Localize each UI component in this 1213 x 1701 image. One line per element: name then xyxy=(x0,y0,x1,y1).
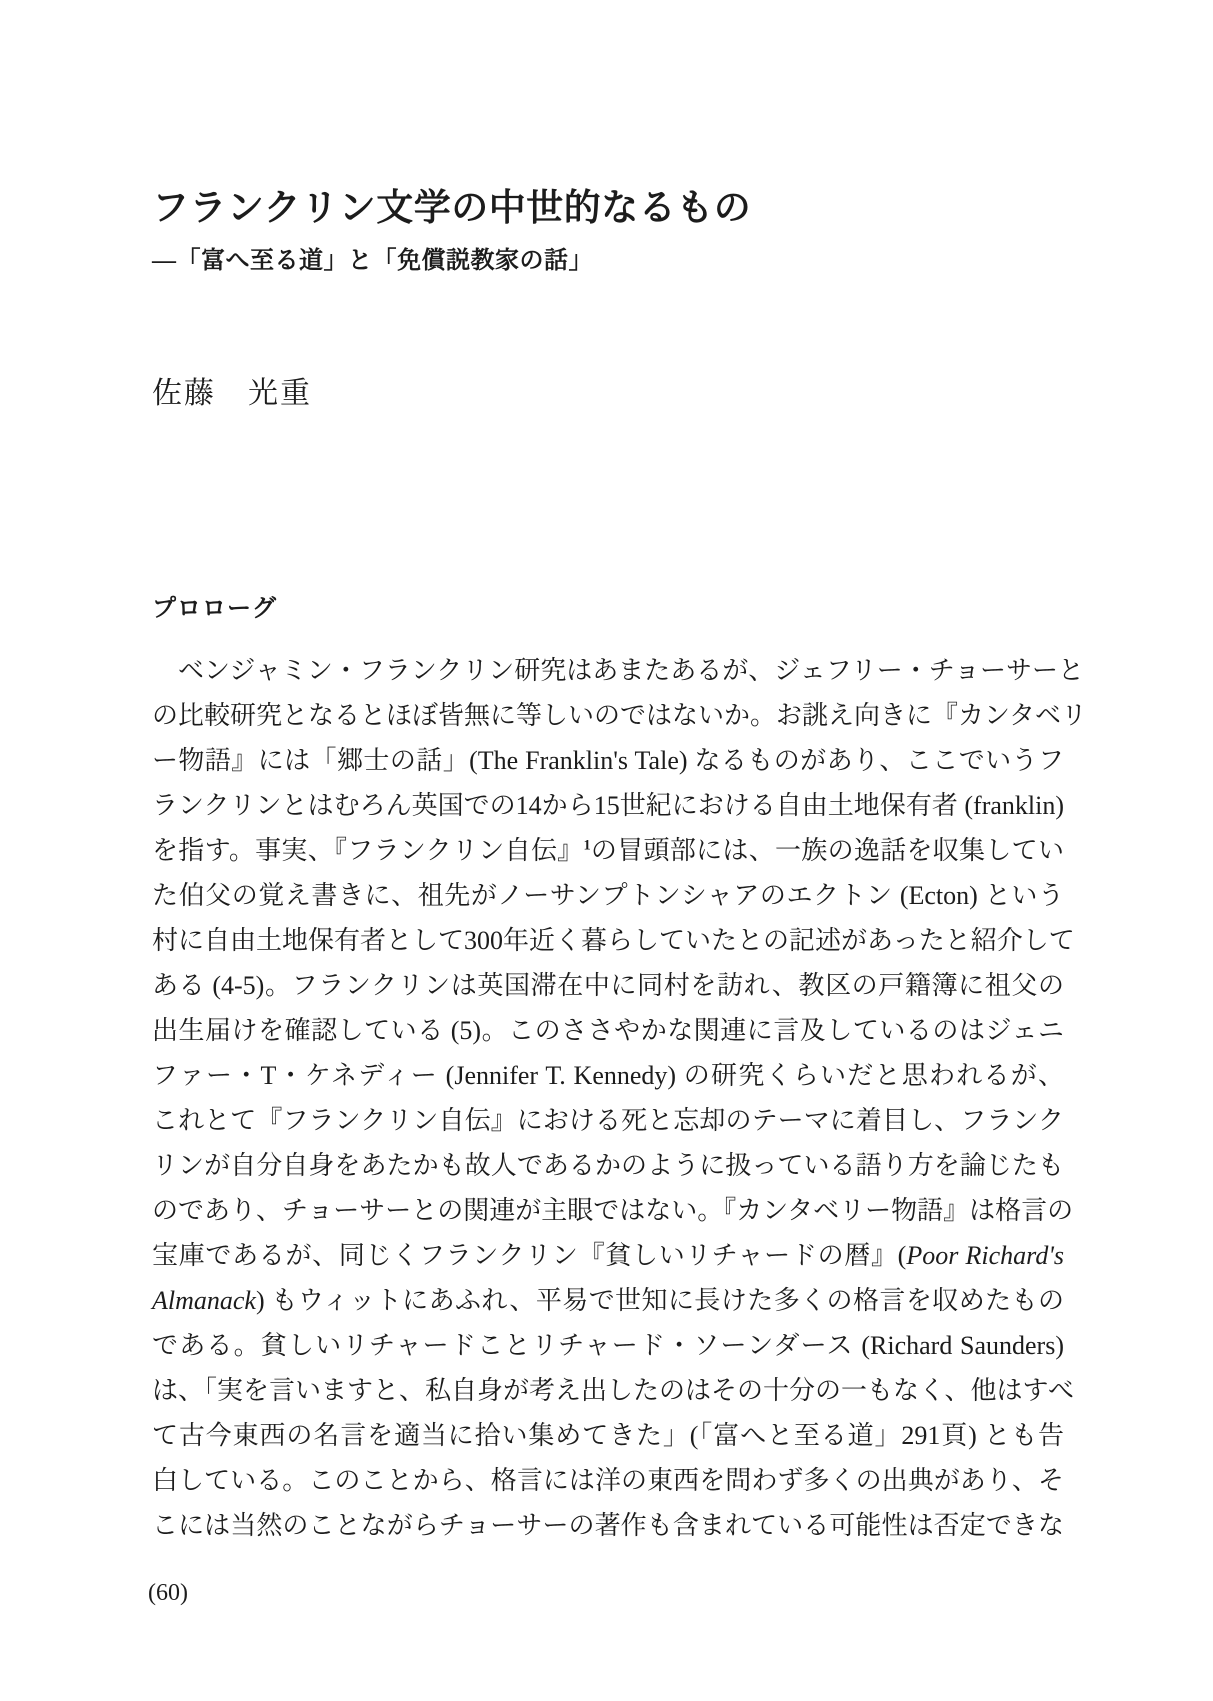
body-line xyxy=(152,1323,1064,1368)
body-segment: 出生届けを確認している (5)。このささやかな関連に言及しているのはジェニ xyxy=(152,1016,1064,1045)
body-segment: リンが自分自身をあたかも故人であるかのように扱っている語り方を論じたも xyxy=(152,1151,1064,1180)
body-segment: である。貧しいリチャードことリチャード・ソーンダース (Richard Saunders) xyxy=(152,1331,1064,1360)
body-line xyxy=(152,1143,1064,1188)
body-segment: 村に自由土地保有者として300年近く暮らしていたとの記述があったと紹介して xyxy=(152,926,1075,955)
body-line xyxy=(152,1188,1074,1233)
body-line xyxy=(152,648,1084,693)
footnote-marker: 1 xyxy=(583,837,591,854)
body-segment: Poor Richard's xyxy=(906,1241,1065,1270)
body-segment: た伯父の覚え書きに、祖先がノーサンプトンシャアのエクトン (Ecton) という xyxy=(152,881,1064,910)
body-line xyxy=(152,1233,1064,1278)
body-line xyxy=(152,1458,1064,1503)
body-line xyxy=(152,1098,1064,1143)
body-line xyxy=(152,1278,1064,1323)
body-line xyxy=(152,1503,1064,1548)
paper-title: フランクリン文学の中世的なるもの xyxy=(152,188,752,229)
body-segment: 宝庫であるが、同じくフランクリン『貧しいリチャードの暦』( xyxy=(152,1241,907,1270)
body-line xyxy=(152,1413,1064,1458)
body-line xyxy=(152,963,1064,1008)
body-segment: これとて『フランクリン自伝』における死と忘却のテーマに着目し、フランク xyxy=(152,1106,1064,1135)
body-line xyxy=(152,1053,1064,1098)
body-segment: こには当然のことながらチョーサーの著作も含まれている可能性は否定できな xyxy=(152,1511,1064,1540)
body-segment: て古今東西の名言を適当に拾い集めてきた」(「富へと至る道」291頁) とも告 xyxy=(152,1421,1064,1450)
page-number: (60) xyxy=(148,1580,188,1606)
body-line xyxy=(152,918,1075,963)
body-segment: は、「実を言いますと、私自身が考え出したのはその十分の一もなく、他はすべ xyxy=(152,1376,1074,1405)
title-block xyxy=(152,186,1072,275)
body-segment: ランクリンとはむろん英国での14から15世紀における自由土地保有者 (franklin) xyxy=(152,791,1064,820)
body-segment: 白している。このことから、格言には洋の東西を問わず多くの出典があり、そ xyxy=(152,1466,1064,1495)
body-line xyxy=(152,738,1064,783)
body-line xyxy=(152,1368,1074,1413)
author-name: 佐藤 光重 xyxy=(152,377,312,410)
body-line xyxy=(152,783,1064,828)
body-segment: ファー・T・ケネディー (Jennifer T. Kennedy) の研究くらいだと思われるが、 xyxy=(152,1061,1064,1090)
body-segment: ベンジャミン・フランクリン研究はあまたあるが、ジェフリー・チョーサーと xyxy=(152,656,1084,685)
body-segment: ー物語』には「郷士の話」(The Franklin's Tale) なるものがあり、ここでいうフ xyxy=(152,746,1064,775)
body-text xyxy=(152,648,1087,1548)
body-segment: ) もウィットにあふれ、平易で世知に長けた多くの格言を収めたもの xyxy=(255,1286,1064,1315)
body-segment: ある (4-5)。フランクリンは英国滞在中に同村を訪れ、教区の戸籍簿に祖父の xyxy=(152,971,1064,1000)
body-line xyxy=(152,873,1064,918)
body-segment: のであり、チョーサーとの関連が主眼ではない。『カンタベリー物語』は格言の xyxy=(152,1196,1074,1225)
body-segment: Almanack xyxy=(152,1286,256,1315)
body-segment: の冒頭部には、一族の逸話を収集してい xyxy=(590,836,1064,865)
section-heading-prologue: プロローグ xyxy=(152,596,277,622)
body-line xyxy=(152,828,1064,873)
paper-subtitle: ―「富へ至る道」と「免償説教家の話」 xyxy=(152,248,593,275)
body-line xyxy=(152,1008,1064,1053)
body-segment: を指す。事実、『フランクリン自伝』 xyxy=(152,836,584,865)
body-segment: の比較研究となるとほぼ皆無に等しいのではないか。お誂え向きに『カンタベリ xyxy=(152,701,1087,730)
body-line xyxy=(152,693,1087,738)
